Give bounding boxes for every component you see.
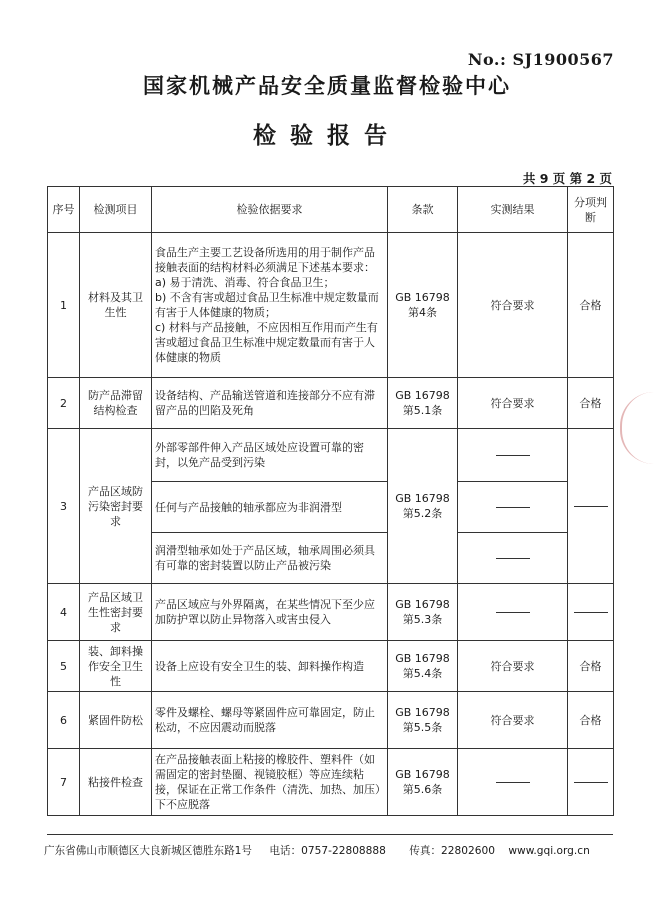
row-number: 1 — [48, 233, 80, 378]
organization-name: 国家机械产品安全质量监督检验中心 — [143, 74, 511, 98]
result: 符合要求 — [458, 692, 568, 749]
footer-address: 广东省佛山市顺德区大良新城区德胜东路1号 — [44, 845, 253, 857]
dash-mark — [496, 507, 530, 508]
row-number: 7 — [48, 749, 80, 816]
table-row — [48, 429, 614, 482]
requirement-text: 任何与产品接触的轴承都应为非润滑型 — [152, 482, 388, 533]
footer — [44, 843, 614, 858]
row-number: 4 — [48, 584, 80, 641]
table-header-row — [48, 187, 614, 233]
inspection-table — [47, 186, 614, 816]
requirement-line: b) 不含有害或超过食品卫生标准中规定数量而有害于人体健康的物质； — [155, 291, 379, 319]
judgement — [568, 749, 614, 816]
dash-mark — [496, 558, 530, 559]
test-item: 产品区域卫生性密封要求 — [80, 584, 152, 641]
requirement-text: 设备结构、产品输送管道和连接部分不应有滞留产品的凹陷及死角 — [152, 378, 388, 429]
col-header-requirements: 检验依据要求 — [152, 187, 388, 233]
requirement-text: 产品区域应与外界隔离，在某些情况下至少应加防护罩以防止异物落入或害虫侵入 — [152, 584, 388, 641]
footer-website[interactable]: www.gqi.org.cn — [508, 845, 590, 857]
col-header-result: 实测结果 — [458, 187, 568, 233]
result — [458, 749, 568, 816]
requirement-line: a) 易于清洗、消毒、符合食品卫生； — [155, 276, 335, 289]
report-number: No.: SJ1900567 — [467, 50, 614, 69]
test-item: 装、卸料操作安全卫生性 — [80, 641, 152, 692]
clause: GB 16798 第5.5条 — [388, 692, 458, 749]
page-info: 共 9 页 第 2 页 — [522, 171, 612, 186]
dash-mark — [574, 612, 608, 613]
requirement-text: 设备上应设有安全卫生的装、卸料操作构造 — [152, 641, 388, 692]
footer-phone: 电话：0757-22808888 — [269, 845, 386, 857]
table-row — [48, 692, 614, 749]
row-number: 3 — [48, 429, 80, 584]
row-number: 6 — [48, 692, 80, 749]
dash-mark — [574, 782, 608, 783]
dash-mark — [496, 612, 530, 613]
test-item: 产品区域防污染密封要求 — [80, 429, 152, 584]
result: 符合要求 — [458, 641, 568, 692]
col-header-no: 序号 — [48, 187, 80, 233]
clause: GB 16798 第4条 — [388, 233, 458, 378]
table-row — [48, 641, 614, 692]
result — [458, 584, 568, 641]
dash-mark — [496, 455, 530, 456]
table-row — [48, 749, 614, 816]
col-header-clause: 条款 — [388, 187, 458, 233]
clause: GB 16798 第5.1条 — [388, 378, 458, 429]
table-row — [48, 378, 614, 429]
test-item: 粘接件检查 — [80, 749, 152, 816]
row-number: 2 — [48, 378, 80, 429]
judgement: 合格 — [568, 233, 614, 378]
requirement-text: 润滑型轴承如处于产品区域，轴承周围必须具有可靠的密封装置以防止产品被污染 — [152, 533, 388, 584]
footer-divider — [47, 834, 613, 835]
clause: GB 16798 第5.4条 — [388, 641, 458, 692]
clause: GB 16798 第5.2条 — [388, 429, 458, 584]
judgement — [568, 584, 614, 641]
requirement-text: 外部零部件伸入产品区域处应设置可靠的密封，以免产品受到污染 — [152, 429, 388, 482]
result — [458, 429, 568, 482]
col-header-judgement: 分项判断 — [568, 187, 614, 233]
row-number: 5 — [48, 641, 80, 692]
table-row — [48, 584, 614, 641]
clause: GB 16798 第5.3条 — [388, 584, 458, 641]
requirement-line: 食品生产主要工艺设备所选用的用于制作产品接触表面的结构材料必须满足下述基本要求： — [155, 246, 375, 274]
requirement-line: c) 材料与产品接触，不应因相互作用而产生有害或超过食品卫生标准中规定数量而有害于人体健康的物质 — [155, 321, 378, 364]
seal-edge-mark — [620, 392, 654, 464]
judgement: 合格 — [568, 641, 614, 692]
table-row — [48, 233, 614, 378]
dash-mark — [574, 506, 608, 507]
document-title: 检验报告 — [253, 123, 401, 149]
result — [458, 482, 568, 533]
judgement — [568, 429, 614, 584]
requirement-text: 零件及螺栓、螺母等紧固件应可靠固定，防止松动，不应因震动而脱落 — [152, 692, 388, 749]
footer-fax: 传真：22802600 — [409, 845, 495, 857]
result: 符合要求 — [458, 233, 568, 378]
judgement: 合格 — [568, 692, 614, 749]
result — [458, 533, 568, 584]
test-item: 防产品滞留结构检查 — [80, 378, 152, 429]
col-header-item: 检测项目 — [80, 187, 152, 233]
requirement-text — [152, 233, 388, 378]
result: 符合要求 — [458, 378, 568, 429]
requirement-text: 在产品接触表面上粘接的橡胶件、塑料件（如需固定的密封垫圈、视镜胶框）等应连续粘接，保证在正常工作条件（清洗、加热、加压）下不应脱落 — [152, 749, 388, 816]
test-item: 紧固件防松 — [80, 692, 152, 749]
clause: GB 16798 第5.6条 — [388, 749, 458, 816]
dash-mark — [496, 782, 530, 783]
test-item: 材料及其卫生性 — [80, 233, 152, 378]
judgement: 合格 — [568, 378, 614, 429]
